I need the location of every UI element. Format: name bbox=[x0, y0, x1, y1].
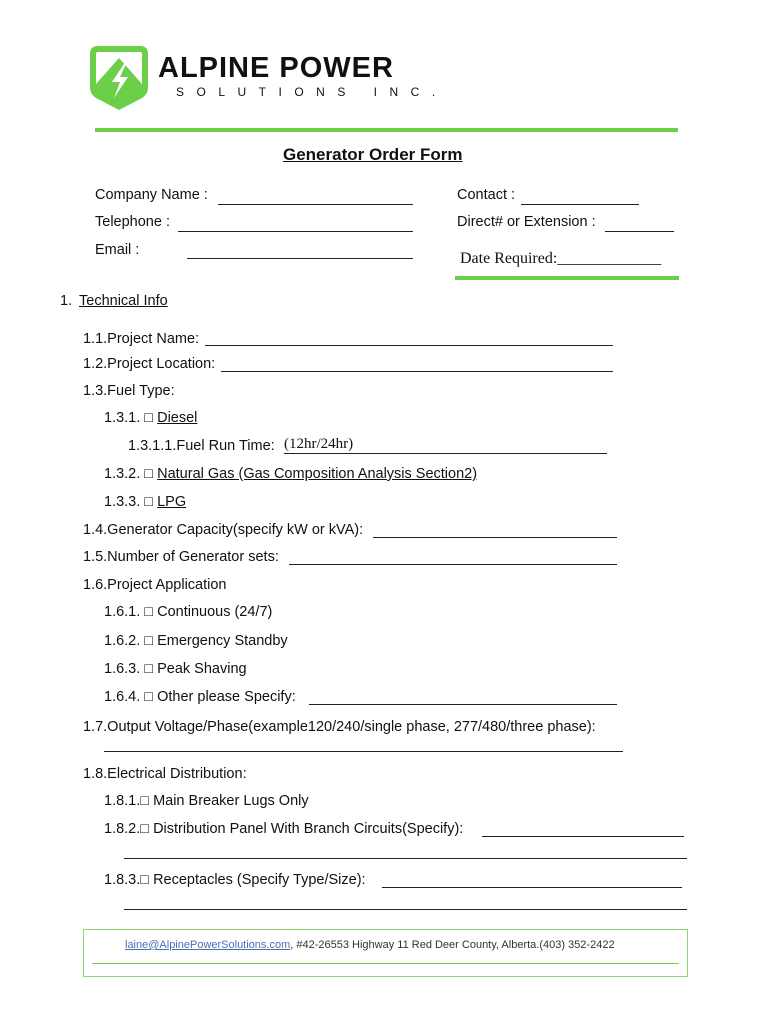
contact-label: Contact : bbox=[457, 187, 516, 203]
output-voltage-field[interactable] bbox=[104, 751, 623, 752]
footer-contact bbox=[125, 939, 615, 951]
header-divider bbox=[95, 128, 678, 132]
lpg-option[interactable] bbox=[104, 494, 186, 510]
peak-shaving-option[interactable]: 1.6.3. □ Peak Shaving bbox=[104, 661, 247, 677]
footer-email-link[interactable]: laine@AlpinePowerSolutions.com bbox=[125, 939, 291, 951]
diesel-label: Diesel bbox=[157, 410, 198, 426]
company-name-label: Company Name : bbox=[95, 187, 208, 203]
natural-gas-label: Natural Gas (Gas Composition Analysis Section2) bbox=[157, 466, 478, 482]
natural-gas-option[interactable] bbox=[104, 466, 477, 482]
electrical-distribution-label: 1.8.Electrical Distribution: bbox=[83, 766, 247, 782]
section-title-technical-info: Technical Info bbox=[79, 293, 168, 309]
emergency-standby-option[interactable]: 1.6.2. □ Emergency Standby bbox=[104, 633, 288, 649]
form-title: Generator Order Form bbox=[283, 145, 463, 164]
email-field[interactable] bbox=[187, 258, 413, 259]
company-logo bbox=[88, 44, 150, 112]
mountain-lightning-logo bbox=[88, 44, 150, 112]
generator-sets-label: 1.5.Number of Generator sets: bbox=[83, 549, 279, 565]
generator-capacity-label: 1.4.Generator Capacity(specify kW or kVA): bbox=[83, 522, 364, 538]
receptacles-field[interactable] bbox=[382, 887, 682, 888]
project-name-label: 1.1.Project Name: bbox=[83, 331, 200, 347]
project-location-field[interactable] bbox=[221, 371, 613, 372]
lpg-checkbox[interactable]: 1.3.3. □ bbox=[104, 494, 154, 510]
direct-field[interactable] bbox=[605, 231, 674, 232]
distribution-panel-field-2[interactable] bbox=[124, 858, 687, 859]
date-required-label bbox=[460, 250, 661, 268]
fuel-run-time-field[interactable] bbox=[284, 453, 607, 454]
footer-address: , #42-26553 Highway 11 Red Deer County, Alberta.(403) 352-2422 bbox=[290, 939, 615, 951]
footer-box bbox=[83, 929, 688, 977]
generator-capacity-field[interactable] bbox=[373, 537, 617, 538]
fuel-type-label: 1.3.Fuel Type: bbox=[83, 383, 175, 399]
output-voltage-label: 1.7.Output Voltage/Phase(example120/240/single phase, 277/480/three phase): bbox=[83, 719, 596, 735]
distribution-panel-field[interactable] bbox=[482, 836, 684, 837]
receptacles-field-2[interactable] bbox=[124, 909, 687, 910]
direct-label: Direct# or Extension : bbox=[457, 214, 596, 230]
section-divider bbox=[455, 276, 679, 280]
natural-gas-checkbox[interactable]: 1.3.2. □ bbox=[104, 466, 154, 482]
fuel-run-time-value[interactable]: (12hr/24hr) bbox=[284, 436, 354, 452]
date-required-field[interactable]: _____________ bbox=[557, 250, 662, 267]
brand-name: ALPINE POWER bbox=[158, 52, 394, 84]
footer-divider bbox=[92, 963, 679, 964]
date-required-text: Date Required: bbox=[460, 250, 558, 267]
distribution-panel-option[interactable]: 1.8.2.□ Distribution Panel With Branch Circuits(Specify): bbox=[104, 821, 464, 837]
contact-field[interactable] bbox=[521, 204, 639, 205]
company-name-field[interactable] bbox=[218, 204, 413, 205]
diesel-checkbox[interactable]: 1.3.1. □ bbox=[104, 410, 154, 426]
other-specify-field[interactable] bbox=[309, 704, 617, 705]
generator-sets-field[interactable] bbox=[289, 564, 617, 565]
email-label: Email : bbox=[95, 242, 140, 258]
project-location-label: 1.2.Project Location: bbox=[83, 356, 216, 372]
main-breaker-option[interactable]: 1.8.1.□ Main Breaker Lugs Only bbox=[104, 793, 309, 809]
diesel-option[interactable] bbox=[104, 410, 197, 426]
brand-subtitle: SOLUTIONS INC. bbox=[176, 85, 448, 99]
project-name-field[interactable] bbox=[205, 345, 613, 346]
section-number: 1. bbox=[60, 293, 73, 309]
lpg-label: LPG bbox=[157, 494, 187, 510]
other-option[interactable]: 1.6.4. □ Other please Specify: bbox=[104, 689, 296, 705]
fuel-run-time-label: 1.3.1.1.Fuel Run Time: bbox=[128, 438, 275, 454]
project-application-label: 1.6.Project Application bbox=[83, 577, 227, 593]
telephone-field[interactable] bbox=[178, 231, 413, 232]
telephone-label: Telephone : bbox=[95, 214, 170, 230]
continuous-option[interactable]: 1.6.1. □ Continuous (24/7) bbox=[104, 604, 273, 620]
receptacles-option[interactable]: 1.8.3.□ Receptacles (Specify Type/Size): bbox=[104, 872, 366, 888]
